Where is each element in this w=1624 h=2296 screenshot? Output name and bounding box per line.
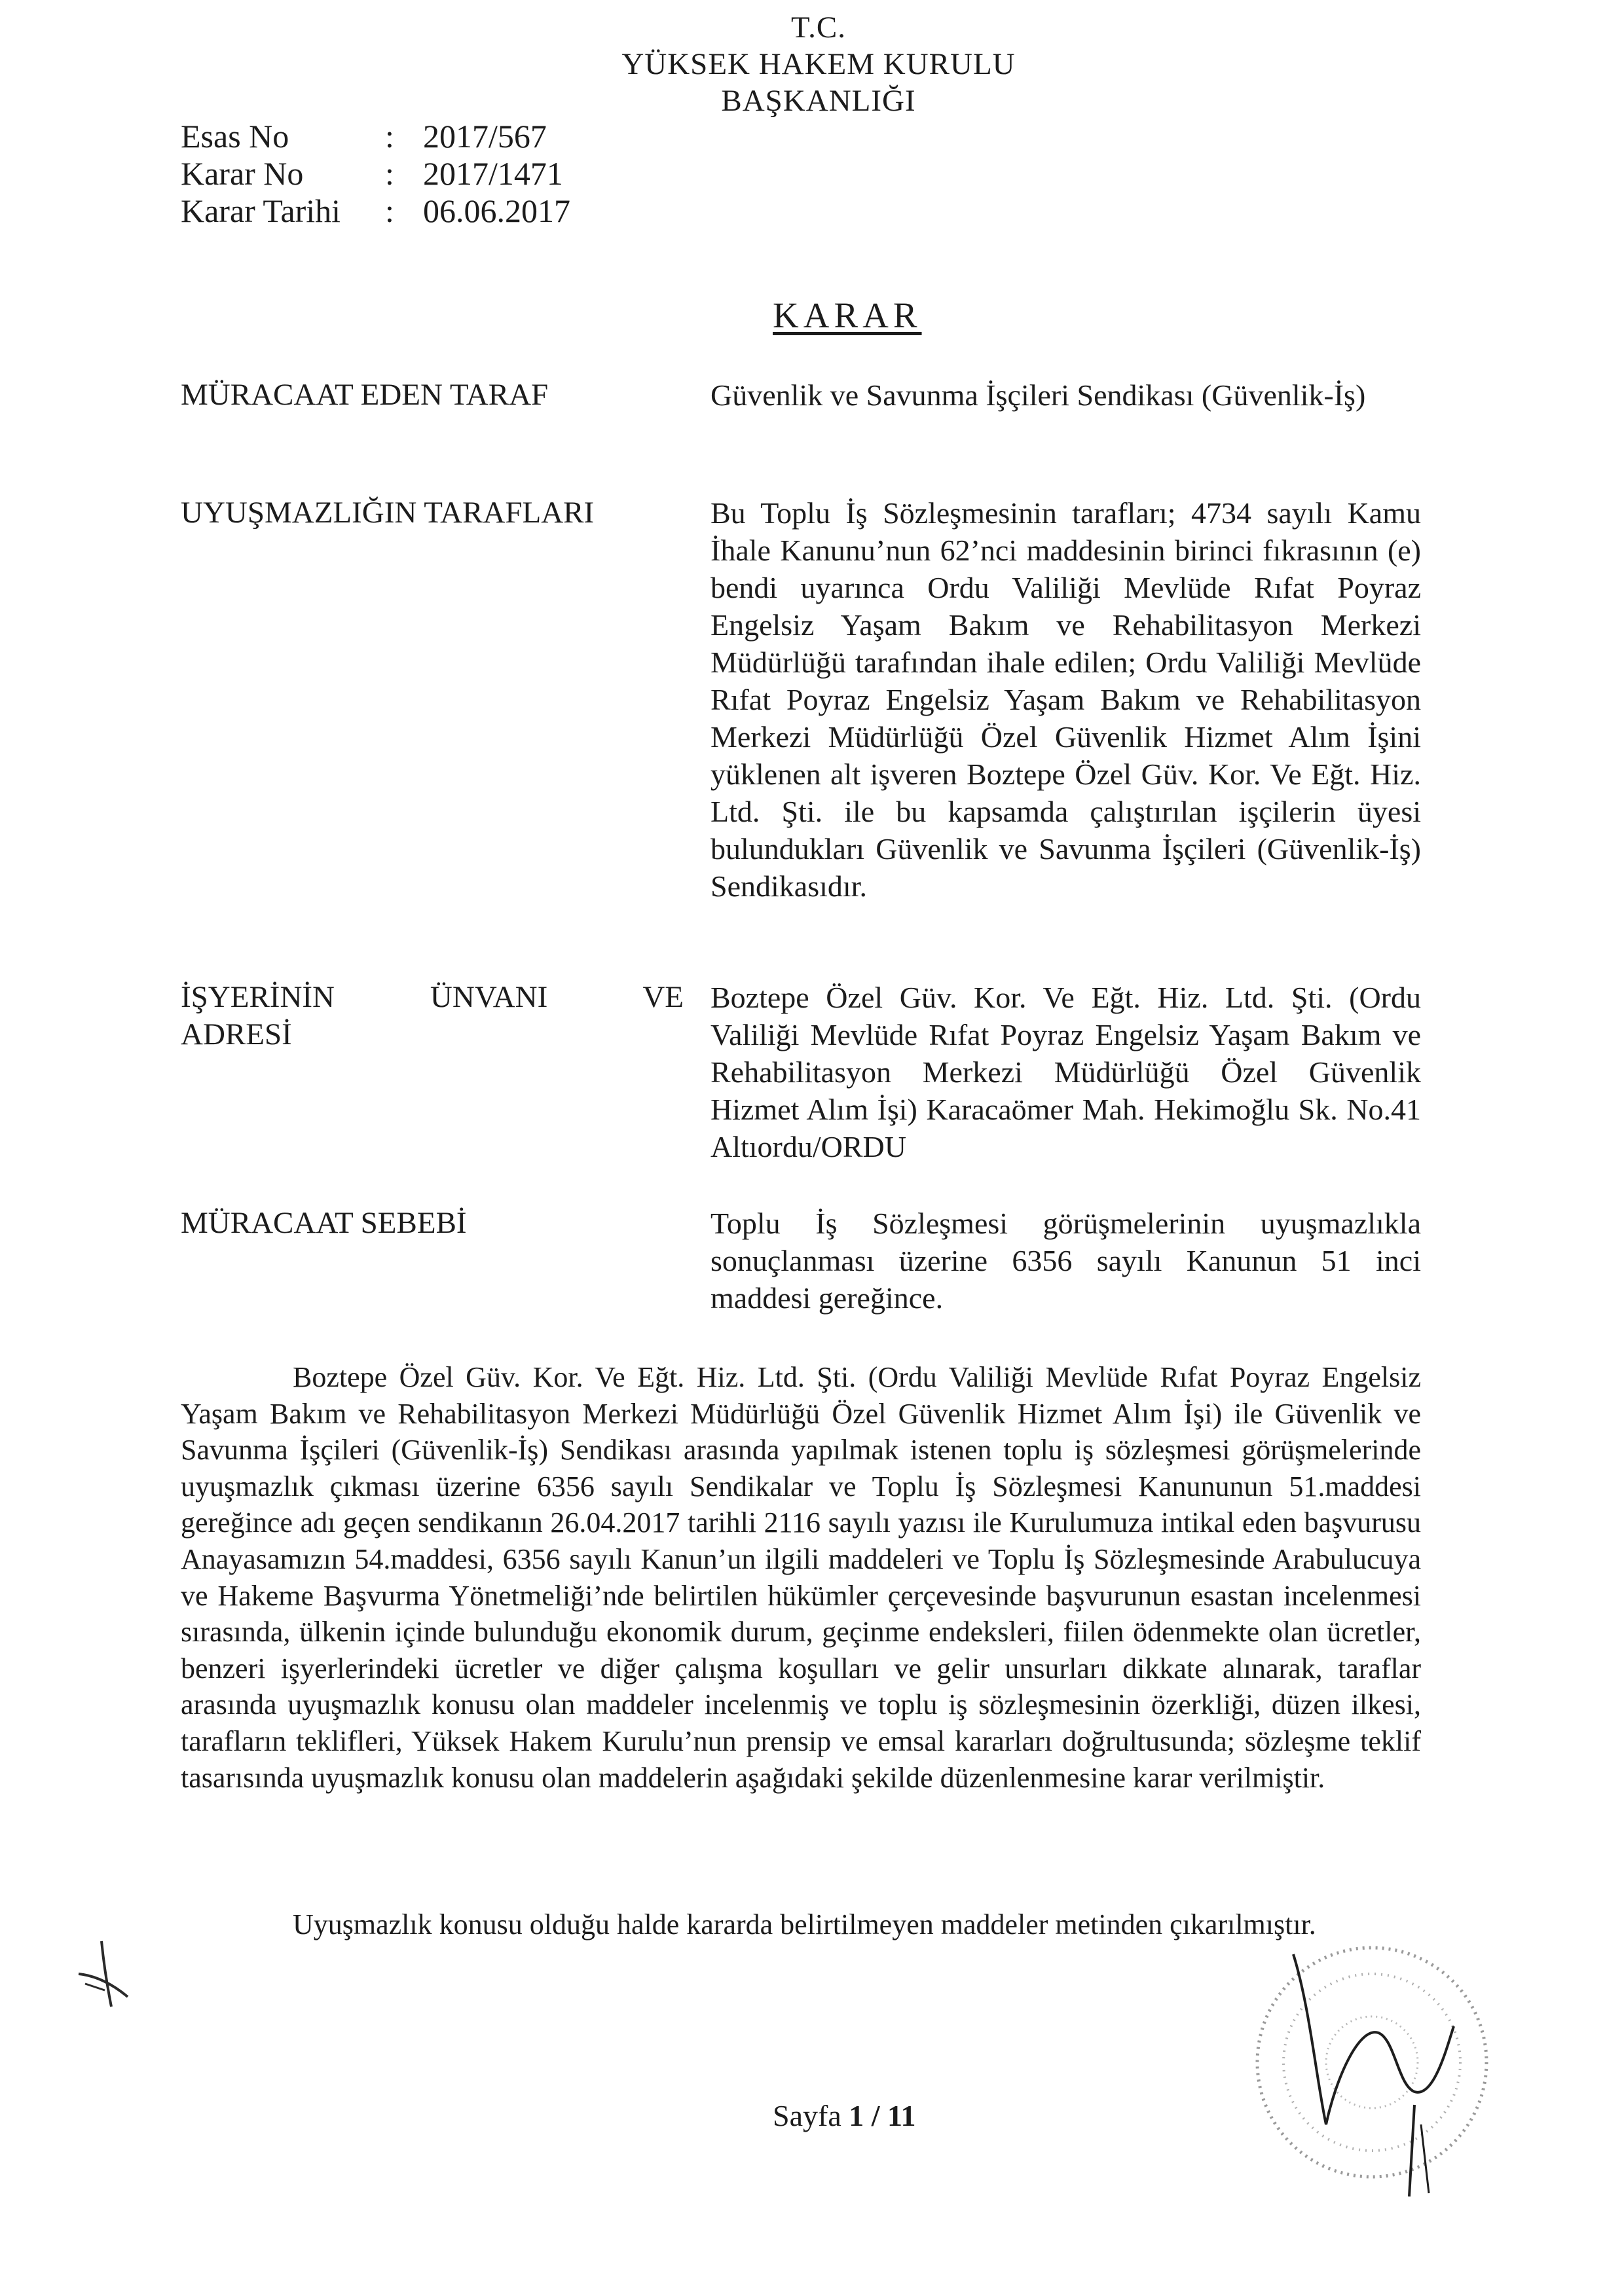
parties-value: Bu Toplu İş Sözleşmesinin tarafları; 4734 sayılı Kamu İhale Kanunu’nun 62’nci maddesinin birinci fıkrasının (e) bendi uyarınca Ordu Valiliği Mevlüde Rıfat Poyraz Engelsiz Yaşam Bakım ve Rehabilitasyon Merkezi Müdürlüğü tarafından ihale edilen; Ordu Valiliği Mevlüde Rıfat Poyraz Engelsiz Yaşam Bakım ve Rehabilitasyon Merkezi Müdürlüğü Özel Güvenlik Hizmet Alım İşini yüklenen alt işveren Boztepe Özel Güv. Kor. Ve Eğt. Hiz. Ltd. Şti. ile bu kapsamda çalıştırılan işçilerin üyesi bulundukları Güvenlik ve Savunma İşçileri (Güvenlik-İş) Sendikasıdır. [710,496,1421,903]
workplace-label [181,979,684,1053]
meta-label: Esas No [181,118,289,155]
applicant-label: MÜRACAAT EDEN TARAF [181,378,549,412]
official-seal-icon [1238,1928,1513,2203]
meta-row-tarih: Karar Tarihi : 06.06.2017 [181,192,570,229]
applicant-value: Güvenlik ve Savunma İşçileri Sendikası (Güvenlik-İş) [710,378,1366,412]
meta-row-karar: Karar No : 2017/1471 [181,155,563,192]
page-count: 1 / 11 [849,2099,916,2132]
meta-label: Karar No [181,155,304,192]
workplace-value: Boztepe Özel Güv. Kor. Ve Eğt. Hiz. Ltd. Şti. (Ordu Valiliği Mevlüde Rıfat Poyraz Engelsiz Yaşam Bakım ve Rehabilitasyon Merkezi Müdürlüğü Özel Güvenlik Hizmet Alım İşi) Karacaömer Mah. Hekimoğlu Sk. No.41 Altıordu/ORDU [710,981,1421,1163]
initial-mark-icon [72,1935,144,2020]
meta-value: 06.06.2017 [423,192,570,229]
decision-paragraph-1: Boztepe Özel Güv. Kor. Ve Eğt. Hiz. Ltd. Şti. (Ordu Valiliği Mevlüde Rıfat Poyraz Engelsiz Yaşam Bakım ve Rehabilitasyon Merkezi Müdürlüğü Özel Güvenlik Hizmet Alım İşi) ile Güvenlik ve Savunma İşçileri (Güvenlik-İş) Sendikası arasında yapılmak istenen toplu iş sözleşmesi görüşmelerinde uyuşmazlık çıkması üzerine 6356 sayılı Sendikalar ve Toplu İş Sözleşmesi Kanununun 51.maddesi gereğince adı geçen sendikanın 26.04.2017 tarihli 2116 sayılı yazısı ile Kurulumuza intikal eden başvurusu Anayasamızın 54.maddesi, 6356 sayılı Kanun’un ilgili maddeleri ve Toplu İş Sözleşmesinde Arabulucuya ve Hakeme Başvurma Yönetmeliği’nde belirtilen hükümler çerçevesinde başvurunun esastan incelenmesi sırasında, ülkenin içinde bulunduğu ekonomik durum, geçinme endeksleri, fiilen ödenmekte olan ücretler, benzeri işyerlerindeki ücretler ve diğer çalışma koşulları ve gelir unsurları dikkate alınarak, taraflar arasında uyuşmazlık konusu olan maddeler incelenmiş ve toplu iş sözleşmesinin özerkliği, düzen ilkesi, tarafların teklifleri, Yüksek Hakem Kurulu’nun prensip ve emsal kararları doğrultusunda; sözleşme teklif tasarısında uyuşmazlık konusu olan maddelerin aşağıdaki şekilde düzenlenmesine karar verilmiştir. [181,1361,1421,1794]
header-kurul: YÜKSEK HAKEM KURULU [621,47,1016,81]
reason-value: Toplu İş Sözleşmesi görüşmelerinin uyuşmazlıkla sonuçlanması üzerine 6356 sayılı Kanunun 51 inci maddesi gereğince. [710,1207,1421,1315]
header-tc: T.C. [790,10,847,45]
institution-header [589,9,1048,119]
meta-row-esas: Esas No : 2017/567 [181,118,547,155]
document-title: KARAR [773,295,922,335]
reason-label: MÜRACAAT SEBEBİ [181,1206,467,1240]
parties-label: UYUŞMAZLIĞIN TARAFLARI [181,496,595,530]
meta-label: Karar Tarihi [181,192,341,229]
page-prefix: Sayfa [773,2099,849,2132]
case-metadata [181,118,570,230]
meta-value: 2017/1471 [423,155,563,192]
meta-value: 2017/567 [423,118,547,155]
decision-paragraph-2: Uyuşmazlık konusu olduğu halde kararda belirtilmeyen maddeler metinden çıkarılmıştır. [293,1908,1316,1941]
header-baskanlik: BAŞKANLIĞI [721,84,916,118]
page-number [773,2098,916,2133]
workplace-label-line1: İŞYERİNİN ÜNVANI VE [181,980,684,1014]
workplace-label-line2: ADRESİ [181,1017,292,1051]
